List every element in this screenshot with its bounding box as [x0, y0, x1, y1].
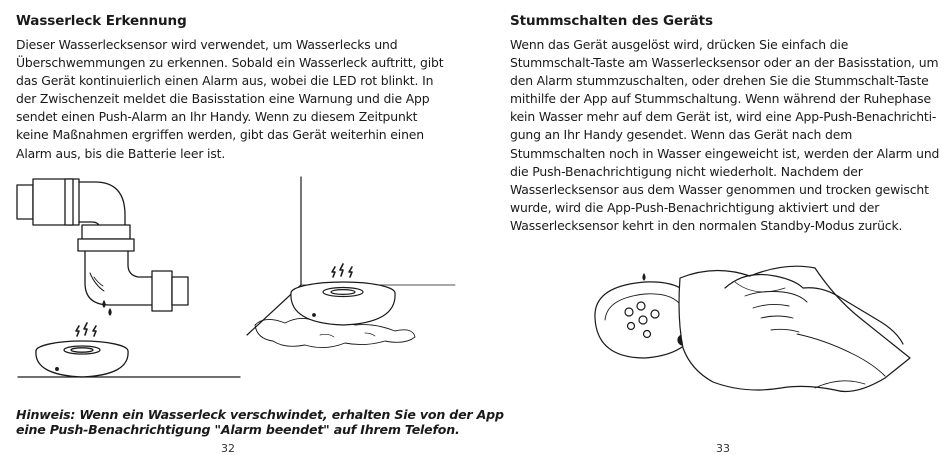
paragraph-line: kein Wasser mehr auf dem Gerät ist, wird eine App-Push-Benachrichti-	[510, 109, 937, 125]
floor-puddle-sensor-illustration	[245, 175, 465, 365]
note-line: eine Push-Benachrichtigung "Alarm beendet" auf Ihrem Telefon.	[16, 422, 460, 437]
paragraph-line: Stummschalten noch in Wasser eingeweicht ist, werden der Alarm und	[510, 145, 940, 161]
paragraph-line: sendet einen Push-Alarm an Ihr Handy. Wenn zu diesem Zeitpunkt	[16, 109, 418, 125]
pipe-leak-sensor-illustration	[0, 165, 240, 395]
leak-detection-paragraph	[16, 36, 443, 163]
hand-wiping-sensor-illustration	[585, 258, 915, 403]
paragraph-line: Dieser Wasserlecksensor wird verwendet, um Wasserlecks und	[16, 37, 398, 52]
paragraph-line: die Push-Benachrichtigung nicht wiederholt. Nachdem der	[510, 163, 863, 179]
paragraph-line: Alarm aus, bis die Batterie leer ist.	[16, 145, 226, 161]
section-heading-mute-device: Stummschalten des Geräts	[510, 13, 713, 29]
paragraph-line: keine Maßnahmen ergriffen werden, gibt das Gerät weiterhin einen	[16, 127, 424, 143]
paragraph-line: Wasserlecksensor kehrt in den normalen Standby-Modus zurück.	[510, 217, 903, 233]
paragraph-line: Wenn das Gerät ausgelöst wird, drücken Sie einfach die	[510, 37, 849, 52]
section-heading-leak-detection: Wasserleck Erkennung	[16, 13, 187, 29]
paragraph-line: Wasserlecksensor aus dem Wasser genommen und trocken gewischt	[510, 181, 929, 197]
note-line: Hinweis: Wenn ein Wasserleck verschwindet, erhalten Sie von der App	[16, 407, 504, 422]
paragraph-line: Überschwemmungen zu erkennen. Sobald ein Wasserleck auftritt, gibt	[16, 55, 444, 71]
paragraph-line: den Alarm stummzuschalten, oder drehen Sie die Stummschalt-Taste	[510, 73, 929, 89]
paragraph-line: mithilfe der App auf Stummschaltung. Wenn während der Ruhephase	[510, 91, 931, 107]
page-number-left: 32	[221, 442, 235, 455]
paragraph-line: das Gerät kontinuierlich einen Alarm aus, wobei die LED rot blinkt. In	[16, 73, 434, 89]
hint-note	[16, 407, 504, 437]
paragraph-line: der Zwischenzeit meldet die Basisstation eine Warnung und die App	[16, 91, 430, 107]
paragraph-line: wurde, wird die App-Push-Benachrichtigung aktiviert und der	[510, 199, 880, 215]
mute-device-paragraph	[510, 36, 939, 235]
right-page	[475, 0, 950, 455]
page-number-right: 33	[716, 442, 730, 455]
paragraph-line: Stummschalt-Taste am Wasserlecksensor oder an der Basisstation, um	[510, 55, 939, 71]
paragraph-line: gung an Ihr Handy gesendet. Wenn das Gerät nach dem	[510, 127, 853, 143]
